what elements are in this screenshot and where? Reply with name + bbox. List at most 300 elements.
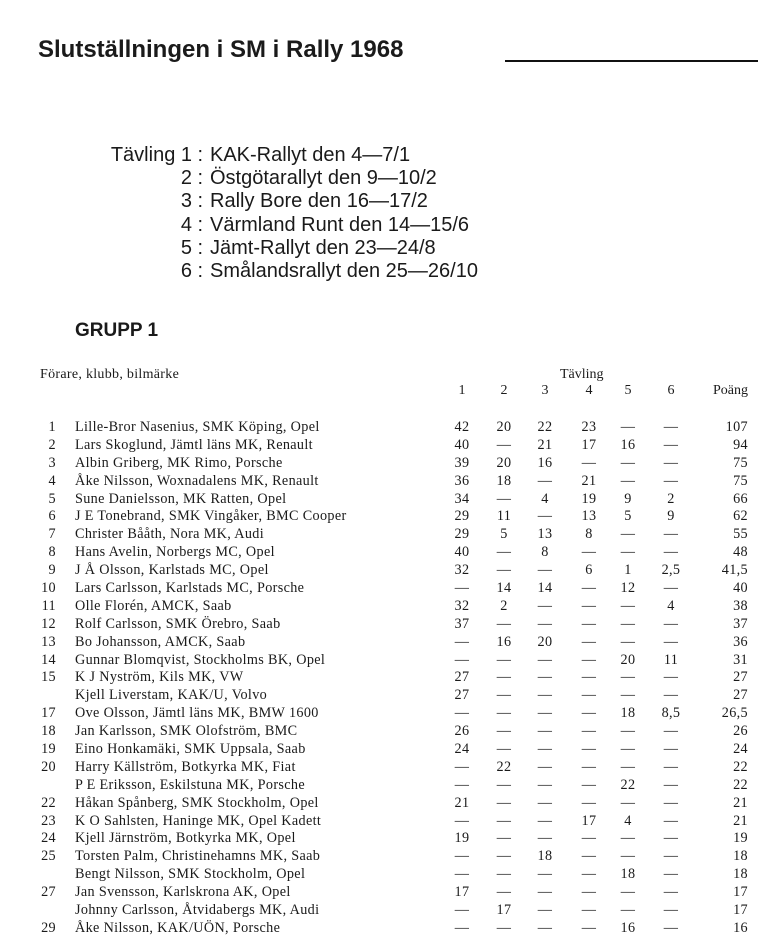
score-cell-3: 4 [541, 490, 549, 507]
total-cell: 17 [733, 884, 748, 901]
driver-cell: J Å Olsson, Karlstads MC, Opel [75, 562, 269, 579]
rank-cell: 8 [48, 544, 56, 561]
driver-cell: Lars Carlsson, Karlstads MC, Porsche [75, 580, 305, 597]
total-cell: 41,5 [721, 562, 748, 579]
total-cell: 21 [733, 812, 748, 829]
score-cell-6: — [663, 633, 679, 650]
score-cell-1: — [454, 580, 470, 597]
total-cell: 16 [733, 919, 748, 936]
column-header-4: 4 [585, 383, 593, 398]
score-cell-2: — [496, 866, 512, 883]
rank-cell: 20 [41, 758, 56, 775]
score-cell-6: — [663, 454, 679, 471]
score-cell-1: 36 [454, 472, 470, 489]
score-cell-6: — [663, 902, 679, 919]
score-cell-3: — [537, 597, 553, 614]
score-cell-6: — [663, 687, 679, 704]
score-cell-3: 20 [537, 633, 553, 650]
score-cell-2: — [496, 884, 512, 901]
score-cell-4: — [581, 794, 597, 811]
driver-cell: Lille-Bror Nasenius, SMK Köping, Opel [75, 419, 320, 435]
competition-number: 5 [180, 236, 192, 259]
table-row [0, 902, 758, 920]
rank-cell: 15 [41, 669, 56, 686]
score-cell-2: — [496, 687, 512, 704]
driver-cell: Kjell Järnström, Botkyrka MK, Opel [75, 830, 296, 847]
score-cell-4: 21 [581, 472, 597, 489]
rank-cell: 3 [48, 454, 56, 471]
score-cell-6: — [663, 884, 679, 901]
score-cell-1: 27 [454, 669, 470, 686]
driver-cell: Gunnar Blomqvist, Stockholms BK, Opel [75, 651, 326, 668]
competition-item [75, 237, 478, 260]
score-cell-1: 39 [454, 454, 470, 471]
score-cell-3: 18 [537, 848, 553, 865]
rank-cell: 12 [41, 615, 56, 632]
score-cell-4: — [581, 544, 597, 561]
score-cell-4: — [581, 669, 597, 686]
score-cell-1: — [454, 651, 470, 668]
score-cell-2: 20 [496, 454, 512, 471]
rank-cell: 2 [48, 436, 56, 453]
score-cell-1: 32 [454, 562, 470, 579]
competition-name: Östgötarallyt den 9—10/2 [210, 167, 437, 190]
score-cell-2: — [496, 669, 512, 686]
score-cell-2: — [496, 848, 512, 865]
score-cell-4: — [581, 776, 597, 793]
rank-cell: 5 [48, 490, 56, 507]
table-row [0, 813, 758, 831]
driver-cell: Jan Karlsson, SMK Olofström, BMC [75, 723, 298, 740]
score-cell-1: 29 [454, 526, 470, 543]
score-cell-1: 42 [454, 419, 470, 435]
score-cell-3: 21 [537, 436, 553, 453]
table-row [0, 884, 758, 902]
competition-separator: : [192, 260, 204, 283]
total-cell: 27 [733, 669, 748, 686]
rank-cell: 10 [41, 580, 56, 597]
competition-number: 6 [180, 260, 192, 283]
rank-cell: 7 [48, 526, 56, 543]
score-cell-2: — [496, 723, 512, 740]
score-cell-3: — [537, 562, 553, 579]
score-cell-5: — [620, 884, 636, 901]
score-cell-3: — [537, 776, 553, 793]
score-cell-4: 13 [581, 508, 597, 525]
driver-cell: K J Nyström, Kils MK, VW [75, 669, 244, 686]
table-row [0, 598, 758, 616]
table-row [0, 741, 758, 759]
table-row [0, 795, 758, 813]
table-row [0, 759, 758, 777]
rank-cell: 17 [41, 705, 56, 722]
score-cell-4: — [581, 597, 597, 614]
score-cell-6: 9 [667, 508, 675, 525]
total-cell: 31 [733, 651, 748, 668]
score-cell-1: — [454, 812, 470, 829]
table-row [0, 562, 758, 580]
total-cell: 21 [733, 794, 748, 811]
score-cell-3: 22 [537, 419, 553, 435]
score-cell-4: — [581, 580, 597, 597]
score-cell-1: — [454, 705, 470, 722]
score-cell-1: 37 [454, 615, 470, 632]
competition-separator: : [192, 236, 204, 259]
score-cell-3: — [537, 884, 553, 901]
driver-cell: Eino Honkamäki, SMK Uppsala, Saab [75, 741, 306, 758]
competition-number: Tävling 1 [110, 144, 192, 166]
competition-separator: : [192, 167, 204, 190]
score-cell-4: — [581, 454, 597, 471]
total-cell: 18 [733, 848, 748, 865]
driver-cell: Hans Avelin, Norbergs MC, Opel [75, 544, 275, 561]
competition-item [75, 144, 478, 167]
competition-number: 4 [180, 213, 192, 236]
table-row [0, 669, 758, 687]
driver-cell: Lars Skoglund, Jämtl läns MK, Renault [75, 436, 313, 453]
score-cell-2: 5 [500, 526, 508, 543]
score-cell-3: — [537, 669, 553, 686]
score-cell-2: 2 [500, 597, 508, 614]
score-cell-5: — [620, 758, 636, 775]
score-cell-3: — [537, 723, 553, 740]
score-cell-1: 21 [454, 794, 470, 811]
score-cell-4: — [581, 615, 597, 632]
driver-cell: Torsten Palm, Christinehamns MK, Saab [75, 848, 321, 865]
table-row [0, 920, 758, 938]
driver-cell: Sune Danielsson, MK Ratten, Opel [75, 490, 287, 507]
score-cell-2: — [496, 651, 512, 668]
score-cell-1: 40 [454, 544, 470, 561]
rank-cell: 27 [41, 884, 56, 901]
score-cell-5: 16 [620, 436, 636, 453]
score-cell-5: 4 [624, 812, 632, 829]
total-cell: 18 [733, 866, 748, 883]
score-cell-3: — [537, 758, 553, 775]
table-row [0, 723, 758, 741]
score-cell-2: 11 [496, 508, 512, 525]
column-header-3: 3 [541, 383, 549, 398]
table-row [0, 830, 758, 848]
score-cell-5: 5 [624, 508, 632, 525]
score-cell-4: — [581, 902, 597, 919]
total-cell: 26 [733, 723, 748, 740]
rank-cell: 22 [41, 794, 56, 811]
page-title: Slutställningen i SM i Rally 1968 [38, 36, 404, 63]
rank-cell: 24 [41, 830, 56, 847]
score-cell-6: — [663, 436, 679, 453]
column-header-1: 1 [458, 383, 466, 398]
driver-cell: Kjell Liverstam, KAK/U, Volvo [75, 687, 268, 704]
score-cell-3: — [537, 472, 553, 489]
driver-cell: Christer Bååth, Nora MK, Audi [75, 526, 265, 543]
score-cell-5: — [620, 454, 636, 471]
score-cell-1: 27 [454, 687, 470, 704]
total-cell: 62 [733, 508, 748, 525]
score-cell-5: — [620, 741, 636, 758]
score-cell-1: 40 [454, 436, 470, 453]
total-cell: 37 [733, 615, 748, 632]
driver-cell: Rolf Carlsson, SMK Örebro, Saab [75, 615, 281, 632]
table-row [0, 616, 758, 634]
score-cell-2: 16 [496, 633, 512, 650]
score-cell-6: — [663, 866, 679, 883]
score-cell-4: — [581, 651, 597, 668]
driver-cell: Ove Olsson, Jämtl läns MK, BMW 1600 [75, 705, 319, 722]
column-header-2: 2 [500, 383, 508, 398]
total-cell: 75 [733, 454, 748, 471]
driver-cell: Jan Svensson, Karlskrona AK, Opel [75, 884, 291, 901]
competition-name: Rally Bore den 16—17/2 [210, 190, 428, 213]
score-cell-5: 9 [624, 490, 632, 507]
column-header-poang: Poäng [713, 383, 748, 398]
score-cell-4: — [581, 830, 597, 847]
score-cell-2: — [496, 436, 512, 453]
total-cell: 38 [733, 597, 748, 614]
score-cell-3: — [537, 615, 553, 632]
score-cell-5: — [620, 544, 636, 561]
score-cell-2: — [496, 615, 512, 632]
score-cell-5: — [620, 794, 636, 811]
score-cell-4: — [581, 633, 597, 650]
score-cell-6: 4 [667, 597, 675, 614]
rank-cell: 1 [48, 419, 56, 435]
score-cell-5: — [620, 902, 636, 919]
total-cell: 66 [733, 490, 748, 507]
table-header [0, 383, 758, 401]
total-cell: 17 [733, 902, 748, 919]
competition-separator: : [192, 190, 204, 213]
total-cell: 22 [733, 758, 748, 775]
rank-cell: 4 [48, 472, 56, 489]
score-cell-3: — [537, 830, 553, 847]
table-row [0, 777, 758, 795]
score-cell-5: 20 [620, 651, 636, 668]
competition-item [75, 167, 478, 190]
score-cell-4: 6 [585, 562, 593, 579]
score-cell-6: — [663, 472, 679, 489]
total-cell: 48 [733, 544, 748, 561]
total-cell: 94 [733, 436, 748, 453]
score-cell-5: — [620, 848, 636, 865]
score-cell-4: — [581, 758, 597, 775]
score-cell-1: — [454, 633, 470, 650]
rank-cell: 14 [41, 651, 56, 668]
score-cell-6: — [663, 419, 679, 435]
score-cell-1: 24 [454, 741, 470, 758]
score-cell-2: — [496, 544, 512, 561]
score-cell-3: — [537, 919, 553, 936]
table-row [0, 866, 758, 884]
score-cell-3: — [537, 508, 553, 525]
score-cell-4: 8 [585, 526, 593, 543]
score-cell-6: — [663, 544, 679, 561]
score-cell-5: 18 [620, 705, 636, 722]
standings-table [0, 419, 758, 938]
score-cell-2: 14 [496, 580, 512, 597]
score-cell-3: — [537, 741, 553, 758]
driver-cell: Åke Nilsson, KAK/UÖN, Porsche [75, 919, 281, 936]
score-cell-6: 2,5 [661, 562, 681, 579]
competition-name: Jämt-Rallyt den 23—24/8 [210, 236, 436, 259]
table-row [0, 455, 758, 473]
driver-column-header: Förare, klubb, bilmärke [40, 367, 180, 382]
score-cell-2: — [496, 919, 512, 936]
score-cell-6: — [663, 830, 679, 847]
score-cell-2: — [496, 830, 512, 847]
table-row [0, 508, 758, 526]
driver-cell: K O Sahlsten, Haninge MK, Opel Kadett [75, 812, 322, 829]
table-row [0, 652, 758, 670]
score-cell-6: — [663, 776, 679, 793]
tavling-column-header: Tävling [560, 367, 604, 382]
driver-cell: Håkan Spånberg, SMK Stockholm, Opel [75, 794, 319, 811]
score-cell-2: 18 [496, 472, 512, 489]
score-cell-1: — [454, 758, 470, 775]
score-cell-3: 14 [537, 580, 553, 597]
score-cell-3: — [537, 705, 553, 722]
score-cell-6: — [663, 526, 679, 543]
score-cell-2: 22 [496, 758, 512, 775]
score-cell-6: — [663, 669, 679, 686]
score-cell-4: — [581, 741, 597, 758]
rank-cell: 29 [41, 919, 56, 936]
title-rule [505, 60, 758, 62]
score-cell-5: — [620, 830, 636, 847]
table-row [0, 687, 758, 705]
driver-cell: Albin Griberg, MK Rimo, Porsche [75, 454, 283, 471]
total-cell: 40 [733, 580, 748, 597]
score-cell-6: — [663, 848, 679, 865]
score-cell-6: 2 [667, 490, 675, 507]
score-cell-3: — [537, 902, 553, 919]
table-row [0, 526, 758, 544]
score-cell-5: 12 [620, 580, 636, 597]
score-cell-5: — [620, 723, 636, 740]
score-cell-1: 19 [454, 830, 470, 847]
score-cell-5: 22 [620, 776, 636, 793]
rank-cell: 18 [41, 723, 56, 740]
score-cell-6: — [663, 615, 679, 632]
total-cell: 107 [725, 419, 748, 435]
score-cell-5: — [620, 419, 636, 435]
rank-cell: 9 [48, 562, 56, 579]
driver-cell: Åke Nilsson, Woxnadalens MK, Renault [75, 472, 319, 489]
column-header-6: 6 [667, 383, 675, 398]
total-cell: 36 [733, 633, 748, 650]
competition-name: Värmland Runt den 14—15/6 [210, 213, 470, 236]
score-cell-6: 8,5 [661, 705, 681, 722]
score-cell-1: 34 [454, 490, 470, 507]
score-cell-3: — [537, 794, 553, 811]
score-cell-2: 17 [496, 902, 512, 919]
score-cell-6: — [663, 758, 679, 775]
score-cell-1: — [454, 776, 470, 793]
table-row [0, 705, 758, 723]
driver-cell: Olle Florén, AMCK, Saab [75, 597, 232, 614]
table-row [0, 437, 758, 455]
score-cell-1: — [454, 902, 470, 919]
score-cell-6: 11 [663, 651, 679, 668]
driver-cell: Johnny Carlsson, Åtvidabergs MK, Audi [75, 902, 320, 919]
score-cell-3: — [537, 687, 553, 704]
table-row [0, 634, 758, 652]
score-cell-2: — [496, 741, 512, 758]
score-cell-6: — [663, 580, 679, 597]
competition-item [75, 214, 478, 237]
table-row [0, 544, 758, 562]
competition-list [75, 144, 478, 283]
score-cell-4: — [581, 884, 597, 901]
total-cell: 24 [733, 741, 748, 758]
score-cell-2: — [496, 794, 512, 811]
rank-cell: 25 [41, 848, 56, 865]
score-cell-1: 17 [454, 884, 470, 901]
table-row [0, 419, 758, 437]
driver-cell: P E Eriksson, Eskilstuna MK, Porsche [75, 776, 306, 793]
rank-cell: 19 [41, 741, 56, 758]
group-heading: GRUPP 1 [75, 320, 159, 341]
score-cell-1: 32 [454, 597, 470, 614]
competition-separator: : [192, 213, 204, 236]
score-cell-2: — [496, 705, 512, 722]
score-cell-2: — [496, 776, 512, 793]
column-header-5: 5 [624, 383, 632, 398]
total-cell: 22 [733, 776, 748, 793]
score-cell-5: — [620, 687, 636, 704]
score-cell-5: 18 [620, 866, 636, 883]
score-cell-5: — [620, 597, 636, 614]
table-row [0, 473, 758, 491]
score-cell-1: 29 [454, 508, 470, 525]
driver-cell: Bengt Nilsson, SMK Stockholm, Opel [75, 866, 306, 883]
driver-cell: Bo Johansson, AMCK, Saab [75, 633, 246, 650]
score-cell-5: — [620, 615, 636, 632]
score-cell-2: — [496, 812, 512, 829]
rank-cell: 6 [48, 508, 56, 525]
score-cell-2: — [496, 562, 512, 579]
table-row [0, 491, 758, 509]
total-cell: 27 [733, 687, 748, 704]
score-cell-3: — [537, 812, 553, 829]
score-cell-6: — [663, 794, 679, 811]
score-cell-5: 16 [620, 919, 636, 936]
score-cell-4: — [581, 866, 597, 883]
driver-cell: Harry Källström, Botkyrka MK, Fiat [75, 758, 296, 775]
score-cell-5: — [620, 669, 636, 686]
score-cell-4: — [581, 705, 597, 722]
score-cell-4: 17 [581, 436, 597, 453]
score-cell-6: — [663, 741, 679, 758]
score-cell-6: — [663, 812, 679, 829]
total-cell: 19 [733, 830, 748, 847]
total-cell: 75 [733, 472, 748, 489]
rank-cell: 13 [41, 633, 56, 650]
competition-name: Smålandsrallyt den 25—26/10 [210, 260, 478, 283]
score-cell-3: — [537, 651, 553, 668]
score-cell-5: — [620, 472, 636, 489]
driver-cell: J E Tonebrand, SMK Vingåker, BMC Cooper [75, 508, 347, 525]
score-cell-6: — [663, 723, 679, 740]
score-cell-2: 20 [496, 419, 512, 435]
score-cell-4: — [581, 919, 597, 936]
score-cell-3: 8 [541, 544, 549, 561]
score-cell-1: 26 [454, 723, 470, 740]
score-cell-3: 16 [537, 454, 553, 471]
competition-number: 3 [180, 190, 192, 213]
total-cell: 55 [733, 526, 748, 543]
score-cell-4: 17 [581, 812, 597, 829]
